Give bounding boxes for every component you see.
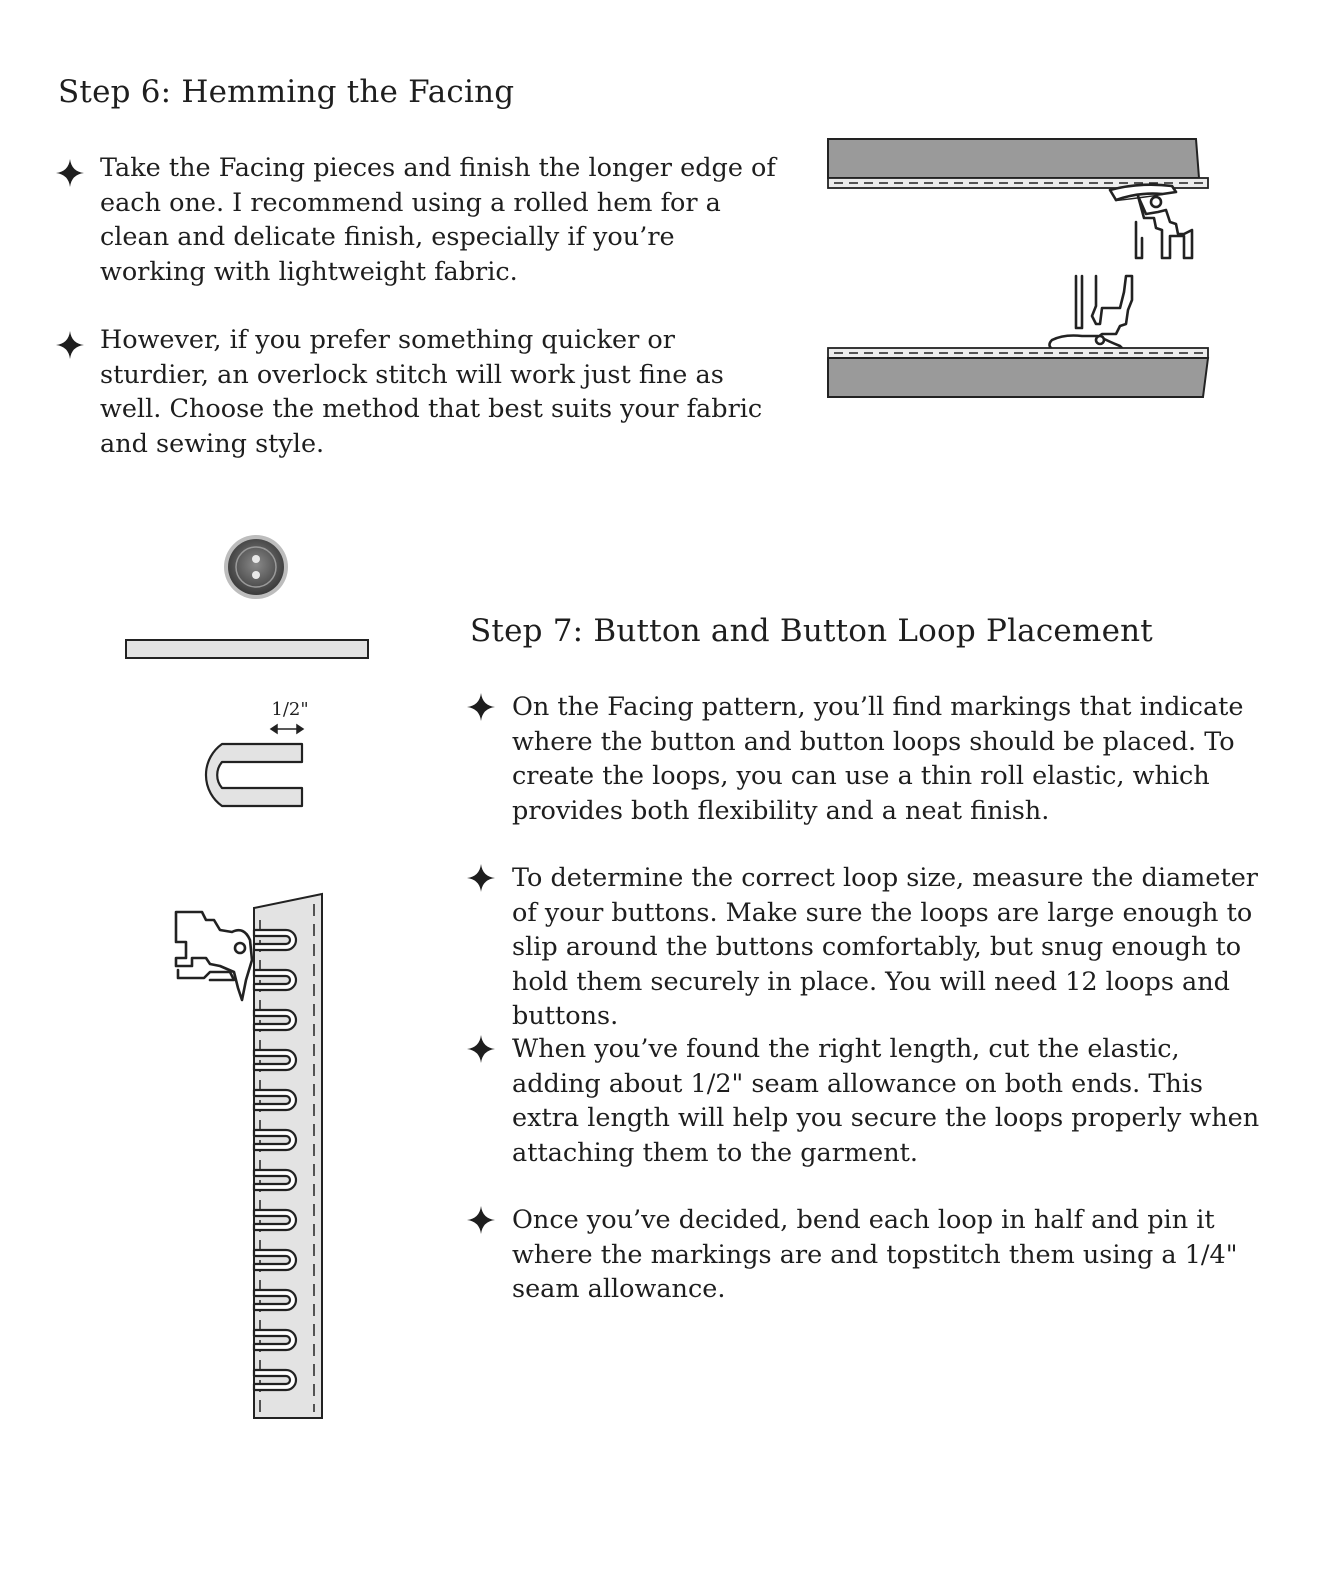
presser-foot-icon [1049, 276, 1132, 350]
button-icon [224, 535, 288, 599]
hemming-illustration [820, 130, 1220, 410]
bullet-star-icon [466, 1034, 496, 1064]
fabric-top [828, 139, 1199, 178]
bent-loop [206, 744, 302, 806]
presser-foot-icon [176, 912, 252, 1000]
step6-bullet-1: Take the Facing pieces and finish the longer edge of each one. I recommend using a rolled hem for a clean and delicate finish, especially if you’re working with lightweight fabric. [100, 153, 776, 287]
button-loop-illustration [110, 520, 400, 1430]
bullet-star-icon [466, 1205, 496, 1235]
step7-bullet-3: When you’ve found the right length, cut the elastic, adding about 1/2" seam allowance on both ends. This extra length will help you secure the loops properly when attaching them to the garment. [512, 1034, 1260, 1168]
bullet-star-icon [466, 692, 496, 722]
loop-allowance-label: 1/2" [271, 699, 309, 720]
fabric-bottom [828, 358, 1208, 397]
step6-title: Step 6: Hemming the Facing [58, 74, 515, 110]
bullet-star-icon [466, 863, 496, 893]
step7-bullet-4: Once you’ve decided, bend each loop in half and pin it where the markings are and topstitch them using a 1/4" seam allowance. [512, 1205, 1238, 1304]
bullet-star-icon [55, 330, 85, 360]
dimension-arrow-icon [271, 725, 303, 733]
elastic-strip [126, 640, 368, 658]
step7-bullet-2: To determine the correct loop size, measure the diameter of your buttons. Make sure the loops are large enough to slip around the buttons comfortably, but snug enough to hold them securely in place. You will need 12 loops and buttons. [512, 863, 1258, 1031]
step7-title: Step 7: Button and Button Loop Placement [470, 613, 1153, 649]
rolled-hem-foot-icon [1110, 185, 1192, 258]
step7-bullet-1: On the Facing pattern, you’ll find markings that indicate where the button and button loops should be placed. To create the loops, you can use a thin roll elastic, which provides both flexibility and a neat finish. [512, 692, 1244, 826]
step6-bullet-2: However, if you prefer something quicker or sturdier, an overlock stitch will work just fine as well. Choose the method that best suits your fabric and sewing style. [100, 325, 763, 459]
bullet-star-icon [55, 158, 85, 188]
